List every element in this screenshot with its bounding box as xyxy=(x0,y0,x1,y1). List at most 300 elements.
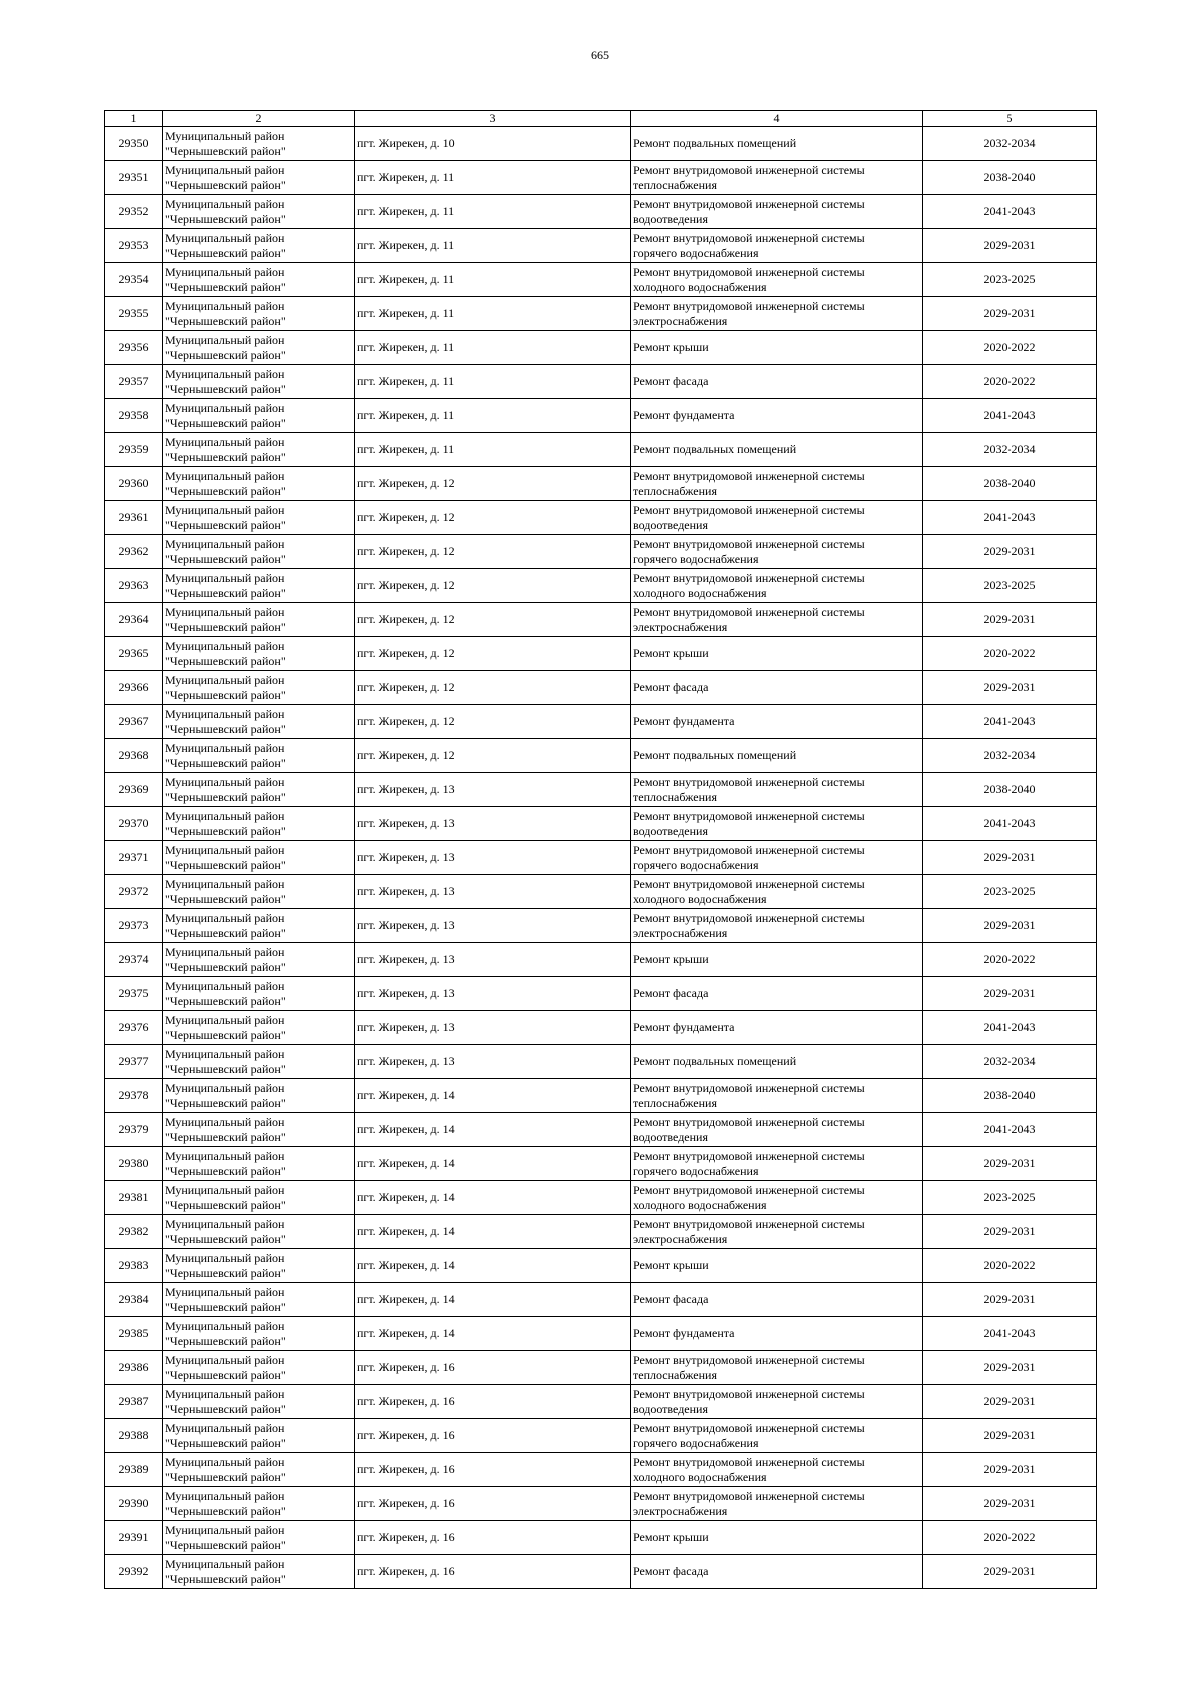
column-header-4: 4 xyxy=(631,111,923,127)
municipality-cell-line: Муниципальный район xyxy=(165,978,285,993)
municipality-cell-line: Муниципальный район xyxy=(165,774,285,789)
work-type-cell-line: холодного водоснабжения xyxy=(633,585,767,600)
table-row xyxy=(105,977,1097,1011)
table-row xyxy=(105,569,1097,603)
row-number: 29352 xyxy=(105,195,163,229)
municipality-cell-line: "Чернышевский район" xyxy=(165,279,286,294)
work-type-cell-line: электроснабжения xyxy=(633,925,728,940)
work-type-cell-line: теплоснабжения xyxy=(633,177,717,192)
work-type-cell xyxy=(631,909,923,943)
municipality-cell-line: Муниципальный район xyxy=(165,1420,285,1435)
work-type-cell xyxy=(631,1487,923,1521)
municipality-cell-line: "Чернышевский район" xyxy=(165,1129,286,1144)
table-row xyxy=(105,875,1097,909)
work-type-cell-line: горячего водоснабжения xyxy=(633,1163,759,1178)
work-type-cell xyxy=(631,1555,923,1589)
municipality-cell-line: Муниципальный район xyxy=(165,1216,285,1231)
work-type-cell xyxy=(631,1113,923,1147)
work-type-cell-line: водоотведения xyxy=(633,1129,708,1144)
municipality-cell-line: "Чернышевский район" xyxy=(165,891,286,906)
work-type-cell-line: Ремонт подвальных помещений xyxy=(633,442,797,456)
work-type-cell-line: Ремонт внутридомовой инженерной системы xyxy=(633,1386,865,1401)
period-cell: 2029-2031 xyxy=(923,1147,1097,1181)
work-type-cell xyxy=(631,1181,923,1215)
table-row xyxy=(105,1317,1097,1351)
address-cell: пгт. Жирекен, д. 12 xyxy=(355,501,631,535)
period-cell: 2020-2022 xyxy=(923,637,1097,671)
table-row xyxy=(105,1045,1097,1079)
period-cell: 2041-2043 xyxy=(923,501,1097,535)
municipality-cell-line: "Чернышевский район" xyxy=(165,1265,286,1280)
municipality-cell xyxy=(163,331,355,365)
address-cell: пгт. Жирекен, д. 13 xyxy=(355,875,631,909)
municipality-cell-line: "Чернышевский район" xyxy=(165,925,286,940)
municipality-cell-line: Муниципальный район xyxy=(165,400,285,415)
period-cell: 2020-2022 xyxy=(923,943,1097,977)
row-number: 29350 xyxy=(105,127,163,161)
work-type-cell-line: водоотведения xyxy=(633,211,708,226)
row-number: 29366 xyxy=(105,671,163,705)
municipality-cell-line: Муниципальный район xyxy=(165,672,285,687)
municipality-cell-line: Муниципальный район xyxy=(165,604,285,619)
row-number: 29372 xyxy=(105,875,163,909)
work-type-cell-line: теплоснабжения xyxy=(633,483,717,498)
period-cell: 2029-2031 xyxy=(923,229,1097,263)
municipality-cell xyxy=(163,637,355,671)
work-type-cell-line: водоотведения xyxy=(633,1401,708,1416)
municipality-cell-line: Муниципальный район xyxy=(165,536,285,551)
municipality-cell-line: "Чернышевский район" xyxy=(165,1231,286,1246)
work-type-cell xyxy=(631,705,923,739)
work-type-cell-line: Ремонт внутридомовой инженерной системы xyxy=(633,570,865,585)
municipality-cell-line: Муниципальный район xyxy=(165,196,285,211)
municipality-cell xyxy=(163,1419,355,1453)
address-cell: пгт. Жирекен, д. 12 xyxy=(355,705,631,739)
municipality-cell xyxy=(163,1045,355,1079)
work-type-cell-line: Ремонт крыши xyxy=(633,1258,709,1272)
address-cell: пгт. Жирекен, д. 13 xyxy=(355,977,631,1011)
municipality-cell-line: "Чернышевский район" xyxy=(165,381,286,396)
municipality-cell xyxy=(163,1079,355,1113)
address-cell: пгт. Жирекен, д. 11 xyxy=(355,297,631,331)
table-row xyxy=(105,1215,1097,1249)
period-cell: 2029-2031 xyxy=(923,1215,1097,1249)
work-type-cell-line: Ремонт внутридомовой инженерной системы xyxy=(633,604,865,619)
work-type-cell-line: электроснабжения xyxy=(633,1231,728,1246)
municipality-cell xyxy=(163,943,355,977)
work-type-cell-line: Ремонт подвальных помещений xyxy=(633,1054,797,1068)
row-number: 29365 xyxy=(105,637,163,671)
address-cell: пгт. Жирекен, д. 16 xyxy=(355,1521,631,1555)
period-cell: 2029-2031 xyxy=(923,977,1097,1011)
register-table xyxy=(104,110,1097,1589)
column-header-3: 3 xyxy=(355,111,631,127)
municipality-cell xyxy=(163,1215,355,1249)
work-type-cell-line: Ремонт фасада xyxy=(633,1292,709,1306)
row-number: 29380 xyxy=(105,1147,163,1181)
address-cell: пгт. Жирекен, д. 12 xyxy=(355,467,631,501)
period-cell: 2032-2034 xyxy=(923,1045,1097,1079)
municipality-cell-line: "Чернышевский район" xyxy=(165,483,286,498)
address-cell: пгт. Жирекен, д. 13 xyxy=(355,773,631,807)
municipality-cell-line: "Чернышевский район" xyxy=(165,1197,286,1212)
row-number: 29356 xyxy=(105,331,163,365)
row-number: 29355 xyxy=(105,297,163,331)
work-type-cell xyxy=(631,195,923,229)
column-header-5: 5 xyxy=(923,111,1097,127)
municipality-cell xyxy=(163,263,355,297)
municipality-cell-line: Муниципальный район xyxy=(165,162,285,177)
row-number: 29370 xyxy=(105,807,163,841)
municipality-cell-line: "Чернышевский район" xyxy=(165,517,286,532)
municipality-cell-line: Муниципальный район xyxy=(165,1318,285,1333)
municipality-cell-line: Муниципальный район xyxy=(165,706,285,721)
work-type-cell-line: Ремонт фундамента xyxy=(633,714,735,728)
period-cell: 2041-2043 xyxy=(923,1113,1097,1147)
address-cell: пгт. Жирекен, д. 12 xyxy=(355,603,631,637)
municipality-cell xyxy=(163,739,355,773)
municipality-cell-line: Муниципальный район xyxy=(165,1012,285,1027)
work-type-cell-line: Ремонт подвальных помещений xyxy=(633,136,797,150)
row-number: 29378 xyxy=(105,1079,163,1113)
work-type-cell-line: холодного водоснабжения xyxy=(633,279,767,294)
address-cell: пгт. Жирекен, д. 12 xyxy=(355,569,631,603)
work-type-cell-line: теплоснабжения xyxy=(633,789,717,804)
address-cell: пгт. Жирекен, д. 11 xyxy=(355,161,631,195)
table-row xyxy=(105,773,1097,807)
row-number: 29359 xyxy=(105,433,163,467)
address-cell: пгт. Жирекен, д. 13 xyxy=(355,1045,631,1079)
work-type-cell-line: Ремонт крыши xyxy=(633,340,709,354)
period-cell: 2038-2040 xyxy=(923,467,1097,501)
address-cell: пгт. Жирекен, д. 14 xyxy=(355,1113,631,1147)
address-cell: пгт. Жирекен, д. 11 xyxy=(355,331,631,365)
table-row xyxy=(105,1521,1097,1555)
municipality-cell xyxy=(163,603,355,637)
work-type-cell xyxy=(631,1249,923,1283)
municipality-cell-line: Муниципальный район xyxy=(165,1522,285,1537)
work-type-cell xyxy=(631,161,923,195)
municipality-cell-line: "Чернышевский район" xyxy=(165,755,286,770)
table-row xyxy=(105,365,1097,399)
period-cell: 2029-2031 xyxy=(923,1419,1097,1453)
municipality-cell-line: "Чернышевский район" xyxy=(165,1401,286,1416)
address-cell: пгт. Жирекен, д. 16 xyxy=(355,1419,631,1453)
period-cell: 2029-2031 xyxy=(923,1555,1097,1589)
work-type-cell-line: Ремонт внутридомовой инженерной системы xyxy=(633,536,865,551)
work-type-cell-line: Ремонт внутридомовой инженерной системы xyxy=(633,876,865,891)
period-cell: 2020-2022 xyxy=(923,1249,1097,1283)
work-type-cell-line: Ремонт фундамента xyxy=(633,1020,735,1034)
municipality-cell-line: Муниципальный район xyxy=(165,842,285,857)
work-type-cell-line: электроснабжения xyxy=(633,313,728,328)
work-type-cell-line: холодного водоснабжения xyxy=(633,1197,767,1212)
work-type-cell xyxy=(631,127,923,161)
work-type-cell xyxy=(631,263,923,297)
municipality-cell xyxy=(163,535,355,569)
work-type-cell xyxy=(631,841,923,875)
work-type-cell xyxy=(631,1453,923,1487)
municipality-cell-line: "Чернышевский район" xyxy=(165,653,286,668)
municipality-cell xyxy=(163,1385,355,1419)
municipality-cell-line: Муниципальный район xyxy=(165,1284,285,1299)
row-number: 29389 xyxy=(105,1453,163,1487)
address-cell: пгт. Жирекен, д. 16 xyxy=(355,1385,631,1419)
address-cell: пгт. Жирекен, д. 14 xyxy=(355,1079,631,1113)
work-type-cell-line: Ремонт фундамента xyxy=(633,1326,735,1340)
municipality-cell-line: "Чернышевский район" xyxy=(165,721,286,736)
column-header-2: 2 xyxy=(163,111,355,127)
table-row xyxy=(105,1487,1097,1521)
period-cell: 2020-2022 xyxy=(923,331,1097,365)
address-cell: пгт. Жирекен, д. 13 xyxy=(355,807,631,841)
address-cell: пгт. Жирекен, д. 13 xyxy=(355,841,631,875)
period-cell: 2038-2040 xyxy=(923,773,1097,807)
municipality-cell xyxy=(163,1249,355,1283)
address-cell: пгт. Жирекен, д. 11 xyxy=(355,433,631,467)
municipality-cell-line: Муниципальный район xyxy=(165,740,285,755)
row-number: 29374 xyxy=(105,943,163,977)
work-type-cell-line: Ремонт внутридомовой инженерной системы xyxy=(633,1488,865,1503)
work-type-cell-line: горячего водоснабжения xyxy=(633,245,759,260)
work-type-cell xyxy=(631,977,923,1011)
municipality-cell-line: "Чернышевский район" xyxy=(165,1061,286,1076)
period-cell: 2023-2025 xyxy=(923,263,1097,297)
work-type-cell-line: Ремонт внутридомовой инженерной системы xyxy=(633,1352,865,1367)
period-cell: 2029-2031 xyxy=(923,1351,1097,1385)
work-type-cell-line: горячего водоснабжения xyxy=(633,1435,759,1450)
municipality-cell-line: Муниципальный район xyxy=(165,1386,285,1401)
municipality-cell-line: Муниципальный район xyxy=(165,944,285,959)
work-type-cell xyxy=(631,1011,923,1045)
row-number: 29375 xyxy=(105,977,163,1011)
municipality-cell xyxy=(163,161,355,195)
work-type-cell-line: Ремонт внутридомовой инженерной системы xyxy=(633,1420,865,1435)
period-cell: 2029-2031 xyxy=(923,297,1097,331)
table-row xyxy=(105,535,1097,569)
period-cell: 2041-2043 xyxy=(923,705,1097,739)
work-type-cell-line: горячего водоснабжения xyxy=(633,551,759,566)
municipality-cell-line: "Чернышевский район" xyxy=(165,1299,286,1314)
row-number: 29363 xyxy=(105,569,163,603)
row-number: 29383 xyxy=(105,1249,163,1283)
municipality-cell xyxy=(163,569,355,603)
municipality-cell-line: Муниципальный район xyxy=(165,876,285,891)
period-cell: 2029-2031 xyxy=(923,603,1097,637)
work-type-cell-line: теплоснабжения xyxy=(633,1367,717,1382)
municipality-cell-line: "Чернышевский район" xyxy=(165,789,286,804)
work-type-cell xyxy=(631,1147,923,1181)
municipality-cell-line: Муниципальный район xyxy=(165,1352,285,1367)
row-number: 29387 xyxy=(105,1385,163,1419)
municipality-cell-line: "Чернышевский район" xyxy=(165,1469,286,1484)
work-type-cell-line: Ремонт внутридомовой инженерной системы xyxy=(633,842,865,857)
period-cell: 2029-2031 xyxy=(923,1283,1097,1317)
row-number: 29362 xyxy=(105,535,163,569)
work-type-cell xyxy=(631,1351,923,1385)
municipality-cell-line: "Чернышевский район" xyxy=(165,143,286,158)
work-type-cell-line: Ремонт фасада xyxy=(633,986,709,1000)
table-row xyxy=(105,501,1097,535)
work-type-cell xyxy=(631,875,923,909)
table-row xyxy=(105,433,1097,467)
municipality-cell-line: Муниципальный район xyxy=(165,1556,285,1571)
municipality-cell-line: Муниципальный район xyxy=(165,332,285,347)
work-type-cell xyxy=(631,433,923,467)
period-cell: 2029-2031 xyxy=(923,671,1097,705)
address-cell: пгт. Жирекен, д. 14 xyxy=(355,1181,631,1215)
work-type-cell-line: Ремонт крыши xyxy=(633,1530,709,1544)
work-type-cell-line: Ремонт подвальных помещений xyxy=(633,748,797,762)
address-cell: пгт. Жирекен, д. 16 xyxy=(355,1487,631,1521)
table-row xyxy=(105,263,1097,297)
work-type-cell xyxy=(631,807,923,841)
table-row xyxy=(105,127,1097,161)
municipality-cell-line: "Чернышевский район" xyxy=(165,823,286,838)
municipality-cell-line: "Чернышевский район" xyxy=(165,1095,286,1110)
work-type-cell-line: водоотведения xyxy=(633,823,708,838)
work-type-cell-line: Ремонт внутридомовой инженерной системы xyxy=(633,1080,865,1095)
municipality-cell-line: "Чернышевский район" xyxy=(165,1163,286,1178)
row-number: 29391 xyxy=(105,1521,163,1555)
row-number: 29385 xyxy=(105,1317,163,1351)
municipality-cell-line: Муниципальный район xyxy=(165,230,285,245)
period-cell: 2038-2040 xyxy=(923,161,1097,195)
municipality-cell-line: "Чернышевский район" xyxy=(165,211,286,226)
work-type-cell-line: электроснабжения xyxy=(633,619,728,634)
work-type-cell xyxy=(631,535,923,569)
period-cell: 2023-2025 xyxy=(923,1181,1097,1215)
work-type-cell xyxy=(631,467,923,501)
address-cell: пгт. Жирекен, д. 11 xyxy=(355,399,631,433)
address-cell: пгт. Жирекен, д. 14 xyxy=(355,1147,631,1181)
work-type-cell xyxy=(631,1419,923,1453)
row-number: 29379 xyxy=(105,1113,163,1147)
municipality-cell-line: Муниципальный район xyxy=(165,570,285,585)
address-cell: пгт. Жирекен, д. 13 xyxy=(355,1011,631,1045)
municipality-cell-line: "Чернышевский район" xyxy=(165,1503,286,1518)
row-number: 29353 xyxy=(105,229,163,263)
municipality-cell-line: "Чернышевский район" xyxy=(165,1571,286,1586)
work-type-cell-line: холодного водоснабжения xyxy=(633,1469,767,1484)
table-body xyxy=(105,127,1097,1589)
work-type-cell xyxy=(631,943,923,977)
work-type-cell xyxy=(631,1521,923,1555)
table-row xyxy=(105,229,1097,263)
work-type-cell xyxy=(631,1317,923,1351)
work-type-cell xyxy=(631,671,923,705)
municipality-cell-line: "Чернышевский район" xyxy=(165,1435,286,1450)
work-type-cell xyxy=(631,1215,923,1249)
municipality-cell xyxy=(163,365,355,399)
row-number: 29392 xyxy=(105,1555,163,1589)
work-type-cell xyxy=(631,501,923,535)
address-cell: пгт. Жирекен, д. 10 xyxy=(355,127,631,161)
work-type-cell-line: Ремонт внутридомовой инженерной системы xyxy=(633,298,865,313)
municipality-cell xyxy=(163,909,355,943)
work-type-cell xyxy=(631,297,923,331)
work-type-cell-line: Ремонт внутридомовой инженерной системы xyxy=(633,502,865,517)
municipality-cell xyxy=(163,1521,355,1555)
municipality-cell-line: Муниципальный район xyxy=(165,502,285,517)
row-number: 29367 xyxy=(105,705,163,739)
municipality-cell xyxy=(163,195,355,229)
municipality-cell xyxy=(163,1351,355,1385)
municipality-cell xyxy=(163,127,355,161)
period-cell: 2020-2022 xyxy=(923,365,1097,399)
municipality-cell-line: Муниципальный район xyxy=(165,1148,285,1163)
row-number: 29351 xyxy=(105,161,163,195)
work-type-cell xyxy=(631,365,923,399)
row-number: 29381 xyxy=(105,1181,163,1215)
row-number: 29360 xyxy=(105,467,163,501)
municipality-cell xyxy=(163,1453,355,1487)
municipality-cell xyxy=(163,1181,355,1215)
work-type-cell-line: Ремонт внутридомовой инженерной системы xyxy=(633,468,865,483)
municipality-cell-line: Муниципальный район xyxy=(165,298,285,313)
municipality-cell-line: Муниципальный район xyxy=(165,1250,285,1265)
municipality-cell-line: Муниципальный район xyxy=(165,910,285,925)
address-cell: пгт. Жирекен, д. 11 xyxy=(355,365,631,399)
work-type-cell-line: Ремонт внутридомовой инженерной системы xyxy=(633,910,865,925)
municipality-cell xyxy=(163,671,355,705)
address-cell: пгт. Жирекен, д. 14 xyxy=(355,1249,631,1283)
row-number: 29364 xyxy=(105,603,163,637)
table-row xyxy=(105,637,1097,671)
municipality-cell-line: Муниципальный район xyxy=(165,638,285,653)
work-type-cell-line: Ремонт крыши xyxy=(633,646,709,660)
address-cell: пгт. Жирекен, д. 12 xyxy=(355,535,631,569)
municipality-cell-line: "Чернышевский район" xyxy=(165,619,286,634)
work-type-cell xyxy=(631,739,923,773)
period-cell: 2020-2022 xyxy=(923,1521,1097,1555)
municipality-cell xyxy=(163,841,355,875)
municipality-cell-line: Муниципальный район xyxy=(165,808,285,823)
address-cell: пгт. Жирекен, д. 14 xyxy=(355,1215,631,1249)
municipality-cell xyxy=(163,501,355,535)
municipality-cell xyxy=(163,1487,355,1521)
period-cell: 2023-2025 xyxy=(923,569,1097,603)
municipality-cell-line: "Чернышевский район" xyxy=(165,687,286,702)
municipality-cell xyxy=(163,1555,355,1589)
table-row xyxy=(105,1079,1097,1113)
table-row xyxy=(105,1351,1097,1385)
municipality-cell-line: Муниципальный район xyxy=(165,1114,285,1129)
row-number: 29358 xyxy=(105,399,163,433)
table-row xyxy=(105,1385,1097,1419)
period-cell: 2041-2043 xyxy=(923,807,1097,841)
municipality-cell-line: Муниципальный район xyxy=(165,264,285,279)
municipality-cell-line: "Чернышевский район" xyxy=(165,313,286,328)
work-type-cell-line: электроснабжения xyxy=(633,1503,728,1518)
row-number: 29376 xyxy=(105,1011,163,1045)
table-row xyxy=(105,399,1097,433)
municipality-cell-line: Муниципальный район xyxy=(165,468,285,483)
row-number: 29386 xyxy=(105,1351,163,1385)
table-row xyxy=(105,807,1097,841)
table-row xyxy=(105,331,1097,365)
municipality-cell-line: Муниципальный район xyxy=(165,1488,285,1503)
table-row xyxy=(105,1453,1097,1487)
address-cell: пгт. Жирекен, д. 16 xyxy=(355,1453,631,1487)
row-number: 29368 xyxy=(105,739,163,773)
period-cell: 2029-2031 xyxy=(923,909,1097,943)
period-cell: 2029-2031 xyxy=(923,1385,1097,1419)
municipality-cell xyxy=(163,1011,355,1045)
municipality-cell xyxy=(163,467,355,501)
municipality-cell xyxy=(163,1147,355,1181)
address-cell: пгт. Жирекен, д. 12 xyxy=(355,671,631,705)
